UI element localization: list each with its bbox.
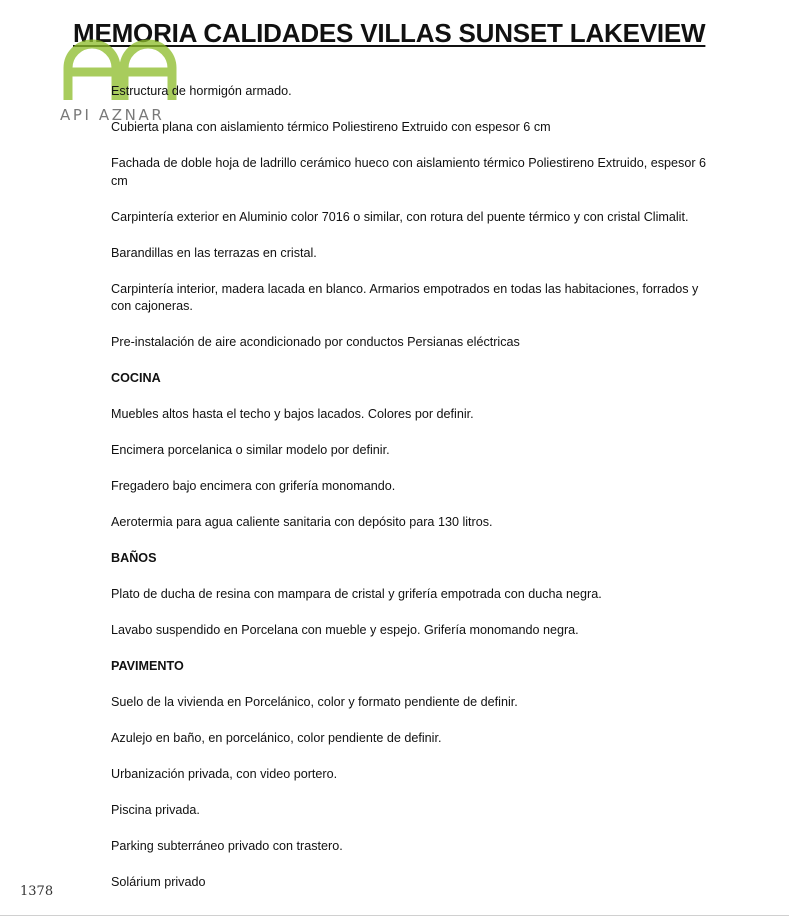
paragraph: Carpintería exterior en Aluminio color 7016 o similar, con rotura del puente térmico y con cristal Climalit. [111,209,689,224]
list-item: Muebles altos hasta el techo y bajos lacados. Colores por definir. [111,407,474,422]
document-title: MEMORIA CALIDADES VILLAS SUNSET LAKEVIEW [73,18,706,48]
document-body [111,83,711,910]
list-item: Aerotermia para agua caliente sanitaria con depósito para 130 litros. [111,515,493,530]
list-item: Azulejo en baño, en porcelánico, color pendiente de definir. [111,730,442,745]
paragraph: Barandillas en las terrazas en cristal. [111,245,317,260]
section-heading-banos: BAÑOS [111,551,157,565]
list-item: Solárium privado [111,874,206,889]
list-item: Parking subterráneo privado con trastero. [111,838,343,853]
list-item: Suelo de la vivienda en Porcelánico, color y formato pendiente de definir. [111,694,518,709]
paragraph: Pre-instalación de aire acondicionado por conductos Persianas eléctricas [111,335,520,350]
paragraph: Cubierta plana con aislamiento térmico Poliestireno Extruido con espesor 6 cm [111,119,551,134]
section-heading-cocina: COCINA [111,371,161,386]
page-number: 1378 [20,884,54,899]
list-item: Encimera porcelanica o similar modelo por definir. [111,443,390,458]
list-item: Urbanización privada, con video portero. [111,766,338,781]
paragraph: Carpintería interior, madera lacada en blanco. Armarios empotrados en todas las habitaciones, forrados y con cajoneras. [111,281,699,314]
section-heading-pavimento: PAVIMENTO [111,658,184,673]
list-item: Lavabo suspendido en Porcelana con mueble y espejo. Grifería monomando negra. [111,622,579,637]
page-bottom-divider [0,915,789,916]
list-item: Plato de ducha de resina con mampara de cristal y grifería empotrada con ducha negra. [111,586,602,601]
logo-text: API AZNAR [60,106,165,124]
list-item: Fregadero bajo encimera con grifería monomando. [111,479,396,494]
list-item: Piscina privada. [111,802,200,817]
paragraph: Fachada de doble hoja de ladrillo cerámico hueco con aislamiento térmico Poliestireno Extruido, espesor 6 cm [111,155,707,188]
paragraph: Estructura de hormigón armado. [111,84,292,98]
